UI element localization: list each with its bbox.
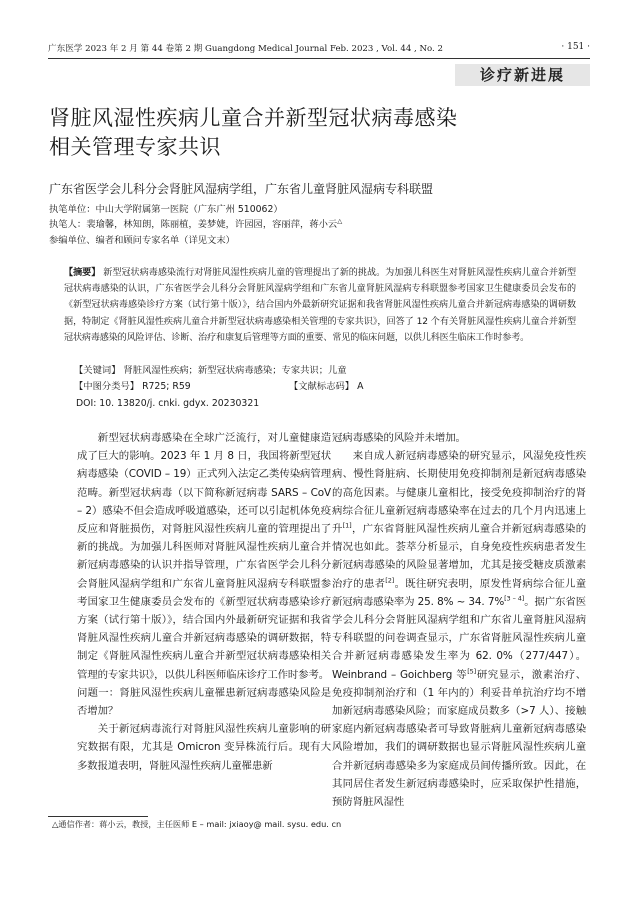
citation: [2] [385,576,395,585]
footnote [52,819,341,830]
author-unit: 执笔单位：中山大学附属第一医院（广东广州 510062） [49,204,283,215]
writers [49,216,342,230]
text-run: ，广东省肾脏风湿性疾病儿童合并新冠病毒感染的情况也如此。荟萃分析显示，自身免疫性疾病患者发生新冠病毒感染的风险显著增加，尤其是接受糖皮质激素治疗的患者 [332,523,586,590]
text-run: 研究显示，激素治疗、免疫抑制剂治疗和（1 年内的）利妥昔单抗治疗均不增加新冠病毒感染风险；而家庭成员数多（>7 人）、接触家庭内新冠病毒感染者可导致肾脏病儿童新冠病毒感染风险增加，我们的调研数据也显示肾脏风湿性疾病儿童合并新冠病毒感染多为家庭成员间传播所致。因此，在其同居住者发生新冠病毒感染时，应采取保护性措施，预防肾脏风湿性 [332,668,586,809]
citation: [1] [342,521,352,530]
doc-code-value: A [357,381,364,392]
text-run: 。据广东省医学会儿科分会肾脏风湿病学组和广东省儿童肾脏风湿病专科联盟的问卷调查显示，广东省肾脏风湿性疾病儿童合并新冠病毒感染发生率为 62. 0%（277/447）。Weinbrand – Goichberg 等 [332,595,587,681]
title-line-1: 肾脏风湿性疾病儿童合并新型冠状病毒感染 [49,106,458,130]
title-line-2: 相关管理专家共识 [49,135,221,159]
citation: [5] [467,667,477,676]
keywords-text: 肾脏风湿性疾病；新型冠状病毒感染；专家共识；儿童 [123,365,347,376]
running-header [48,40,590,56]
abstract [64,265,576,346]
body-column-right [332,429,586,811]
footnote-mark: △ [52,819,59,829]
writers-text: 执笔人：裴瑜馨，林知朗，陈丽植，姜梦婕，许园园，容丽萍，蒋小云 [49,219,338,230]
article-title [49,104,589,162]
clc-label: 【中图分类号】 [74,381,140,392]
citation: [3 – 4] [504,594,525,603]
keywords [74,362,347,376]
body-paragraph: 冠病毒感染的风险并未增加。 [332,432,466,444]
text-run: 。既往研究表明，原发性肾病综合征儿童新冠病毒感染率为 25. 8% ~ 34. 7% [332,577,586,608]
body-paragraph: 新型冠状病毒感染在全球广泛流行，对儿童健康造成了巨大的影响。2023 年 1 月 8 日，我国将新型冠状病毒感染（COVID – 19）正式列入法定乙类传染病管理范畴。新型冠状病毒（以下简称新冠病毒 SARS – CoV – 2）感染不但会造成呼吸道感染，还可以引起机体免疫反应和肾脏损伤，对肾脏风湿性疾病儿童的管理提出了新的挑战。为加强儿科医师对肾脏风湿性疾病儿童合并新冠病毒感染的认识并指导管理，广东省医学会儿科分会肾脏风湿病学组和广东省儿童肾脏风湿病专科联盟参考国家卫生健康委员会发布的《新型冠状病毒感染诊疗方案（试行第十版）》，结合国内外最新研究证据和我省肾脏风湿性疾病儿童合并新冠病毒感染的调研数据，特制定《肾脏风湿性疾病儿童合并新型冠状病毒感染相关管理的专家共识》，以供儿科医师临床诊疗工作时参考。 [77,432,331,681]
keywords-label: 【关键词】 [74,365,121,376]
clc-value: R725; R59 [142,381,191,392]
classification [74,378,554,392]
header-rule [48,58,590,59]
organization: 广东省医学会儿科分会肾脏风湿病学组，广东省儿童肾脏风湿病专科联盟 [49,182,434,196]
text-run: 来自成人新冠病毒感染的研究显示，风湿免疫性疾病、慢性肾脏病、长期使用免疫抑制剂是新冠病毒感染的高危因素。与健康儿童相比，接受免疫抑制治疗的肾病综合征儿童新冠病毒感染率在过去的几个月内迅速上升 [332,450,586,536]
body-column-left [77,429,331,775]
body-paragraph [332,447,586,811]
footnote-text: 通信作者：蒋小云，教授，主任医师 E – mail: jxiaoy@ mail. sysu. edu. cn [58,819,342,829]
participants: 参编单位、编者和顾问专家名单（详见文末） [49,235,235,246]
section-banner: 诊疗新进展 [455,64,590,86]
abstract-text: 新型冠状病毒感染流行对肾脏风湿性疾病儿童的管理提出了新的挑战。为加强儿科医生对肾脏风湿性疾病儿童合并新型冠状病毒感染的认识，广东省医学会儿科分会肾脏风湿病学组和广东省儿童肾脏风湿病专科联盟参考国家卫生健康委员会发布的《新型冠状病毒感染诊疗方案（试行第十版）》，结合国内外最新研究证据和我省肾脏风湿性疾病儿童合并新冠病毒感染的调研数据，特制定《肾脏风湿性疾病儿童合并新型冠状病毒感染相关管理的专家共识》，回答了 12 个有关肾脏风湿性疾病儿童合并新型冠状病毒感染的风险评估、诊断、治疗和康复后管理等方面的重要、常见的临床问题，以供儿科医生临床工作时参考。 [64,268,576,343]
doc-code-label: 【文献标志码】 [289,381,355,392]
footnote-rule [48,816,148,817]
corresponding-mark: △ [337,216,343,225]
question-heading: 问题一：肾脏风湿性疾病儿童罹患新冠病毒感染风险是否增加？ [77,686,331,718]
abstract-label: 【摘要】 [64,268,101,278]
journal-running-title: 广东医学 2023 年 2 月 第 44 卷第 2 期 Guangdong Medical Journal Feb. 2023 , Vol. 44 , No. 2 [48,44,443,54]
doi: DOI: 10. 13820/j. cnki. gdyx. 20230321 [76,398,260,409]
body-paragraph: 关于新冠病毒流行对肾脏风湿性疾病儿童影响的研究数据有限，尤其是 Omicron 变异株流行后。现有大多数报道表明，肾脏风湿性疾病儿童罹患新 [77,723,331,772]
page-number: · 151 · [561,42,590,52]
